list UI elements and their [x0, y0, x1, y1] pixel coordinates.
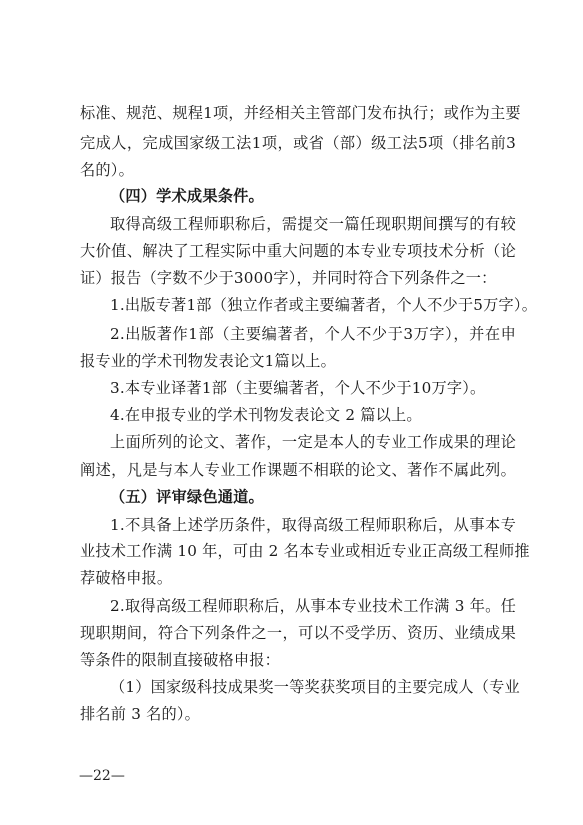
text-line: 标准、规范、规程1项，并经相关主管部门发布执行；或作为主要 [80, 104, 521, 122]
list-item: 4.在申报专业的学术刊物发表论文 2 篇以上。 [110, 406, 422, 424]
text-line: 取得高级工程师职称后，需提交一篇任现职期间撰写的有较 [110, 215, 516, 233]
text-line: 等条件的限制直接破格申报： [80, 651, 281, 669]
text-line: 排名前 3 名的）。 [80, 705, 201, 723]
text-line: 上面所列的论文、著作，一定是本人的专业工作成果的理论 [110, 433, 516, 451]
text-line: 名的）。 [80, 161, 134, 179]
list-item: 2.出版著作1部（主要编著者，个人不少于3万字），并在申 [110, 325, 516, 343]
text-line: 大价值、解决了工程实际中重大问题的本专业专项技术分析（论 [80, 242, 516, 260]
list-item: 3.本专业译著1部（主要编著者，个人不少于10万字）。 [110, 379, 486, 397]
text-line: 报专业的学术刊物发表论文1篇以上。 [80, 352, 337, 370]
list-item: 1.不具备上述学历条件，取得高级工程师职称后，从事本专 [110, 516, 516, 534]
list-item: 1.出版专著1部（独立作者或主要编著者，个人不少于5万字）。 [110, 296, 538, 314]
text-line: 证）报告（字数不少于3000字），并同时符合下列条件之一： [80, 269, 497, 287]
text-line: 荐破格申报。 [80, 569, 173, 587]
section-heading-5: （五）评审绿色通道。 [110, 488, 264, 506]
text-line: 完成人，完成国家级工法1项，或省（部）级工法5项（排名前3 [80, 134, 516, 152]
page-number: —22— [79, 768, 125, 784]
text-line: 业技术工作满 10 年，可由 2 名本专业或相近专业正高级工程师推 [80, 542, 530, 560]
section-heading-4: （四）学术成果条件。 [110, 187, 264, 205]
list-item: 2.取得高级工程师职称后，从事本专业技术工作满 3 年。任 [110, 597, 516, 615]
text-line: 阐述，凡是与本人专业工作课题不相联的论文、著作不属此列。 [80, 461, 516, 479]
list-item: （1）国家级科技成果奖一等奖获奖项目的主要完成人（专业 [110, 678, 520, 696]
text-line: 现职期间，符合下列条件之一，可以不受学历、资历、业绩成果 [80, 624, 516, 642]
